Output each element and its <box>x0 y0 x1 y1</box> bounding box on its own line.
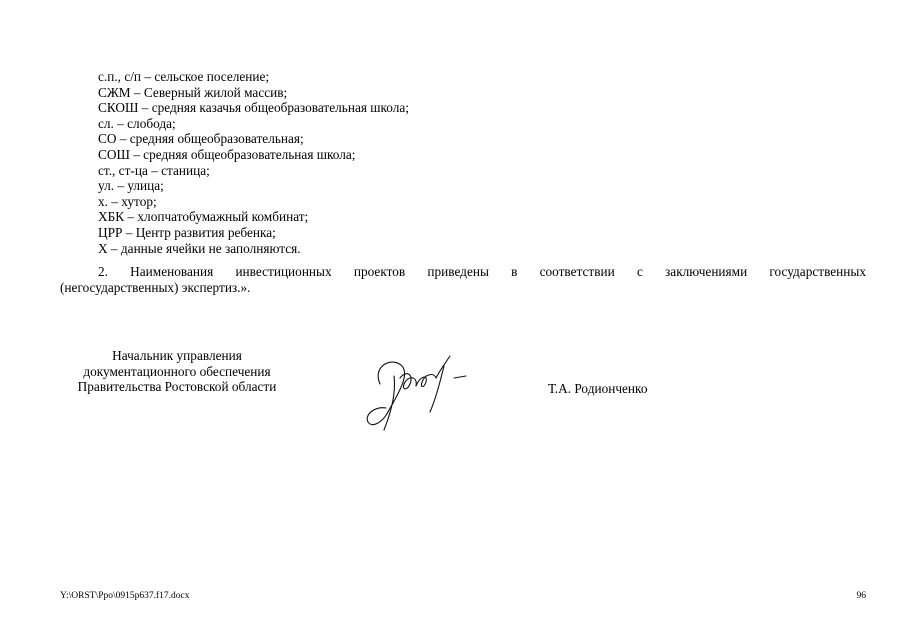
note-line-2: (негосударственных) экспертиз.». <box>60 279 251 295</box>
abbreviation-item: ул. – улица; <box>98 178 164 194</box>
footer-file-path: Y:\ORST\Ppo\0915p637.f17.docx <box>60 591 190 601</box>
abbreviation-item: Х – данные ячейки не заполняются. <box>98 240 301 256</box>
abbreviation-list <box>98 69 798 256</box>
abbreviation-item: с.п., с/п – сельское поселение; <box>98 69 270 84</box>
abbreviation-item: СОШ – средняя общеобразовательная школа; <box>98 146 356 162</box>
signatory-title-line: Начальник управления <box>112 348 242 363</box>
abbreviation-item: СО – средняя общеобразовательная; <box>98 131 304 147</box>
abbreviation-item: СЖМ – Северный жилой массив; <box>98 84 288 100</box>
signatory-title-line: Правительства Ростовской области <box>77 379 277 395</box>
abbreviation-item: ХБК – хлопчатобумажный комбинат; <box>98 209 309 225</box>
note-paragraph <box>60 264 866 295</box>
signatory-title <box>48 348 306 395</box>
abbreviation-item: СКОШ – средняя казачья общеобразовательная школа; <box>98 100 410 116</box>
signatory-title-line: документационного обеспечения <box>83 363 271 379</box>
note-line-1: 2. Наименования инвестиционных проектов приведены в соответствии с заключениями государственных <box>98 264 866 279</box>
page-number: 96 <box>856 591 866 601</box>
abbreviation-item: ЦРР – Центр развития ребенка; <box>98 224 276 240</box>
handwritten-signature <box>358 348 478 432</box>
signatory-name: Т.А. Родионченко <box>548 381 648 396</box>
abbreviation-item: ст., ст-ца – станица; <box>98 162 210 178</box>
abbreviation-item: сл. – слобода; <box>98 115 176 131</box>
abbreviation-item: х. – хутор; <box>98 193 157 209</box>
